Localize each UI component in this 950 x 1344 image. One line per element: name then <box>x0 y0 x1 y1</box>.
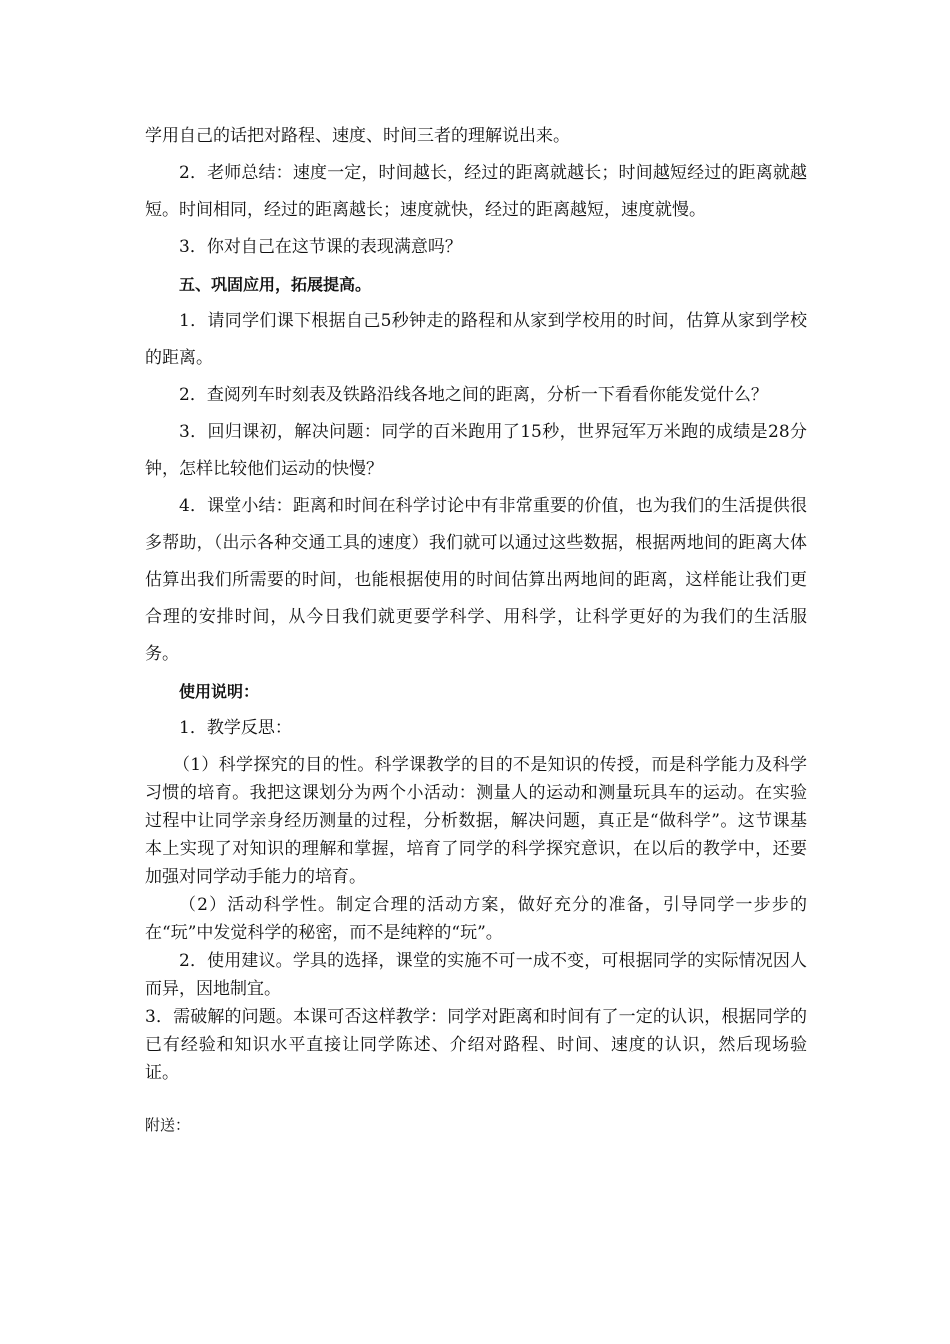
paragraph-usage-suggestion: 2．使用建议。学具的选择，课堂的实施不可一成不变，可根据同学的实际情况因人而异，因地制宜。 <box>145 951 807 999</box>
paragraph-teacher-summary: 2．老师总结：速度一定，时间越长，经过的距离就越长；时间越短经过的距离就越短。时间相同，经过的距离越长；速度就快，经过的距离越短，速度就慢。 <box>145 163 807 220</box>
paragraph-class-summary: 4．课堂小结：距离和时间在科学讨论中有非常重要的价值，也为我们的生活提供很多帮助，（出示各种交通工具的速度）我们就可以通过这些数据，根据两地间的距离大体估算出我们所需要的时间，也能根据使用的时间估算出两地间的距离，这样能让我们更合理的安排时间，从今日我们就更要学科学、用科学，让科学更好的为我们的生活服务。 <box>145 496 807 664</box>
document-body <box>145 118 807 1144</box>
paragraph-self-evaluation: 3．你对自己在这节课的表现满意吗？ <box>179 237 462 257</box>
paragraph-train-timetable: 2．查阅列车时刻表及铁路沿线各地之间的距离，分析一下看看你能发觉什么？ <box>179 385 768 405</box>
paragraph-estimate-distance: 1．请同学们课下根据自己5秒钟走的路程和从家到学校用的时间，估算从家到学校的距离。 <box>145 311 807 368</box>
paragraph-teaching-reflection: 1．教学反思： <box>179 718 292 738</box>
paragraph-appendix: 附送： <box>145 1116 191 1134</box>
section-heading-usage: 使用说明： <box>179 682 260 701</box>
paragraph-reflection-1: （1）科学探究的目的性。科学课教学的目的不是知识的传授，而是科学能力及科学习惯的培育。我把这课划分为两个小活动：测量人的运动和测量玩具车的运动。在实验过程中让同学亲身经历测量的过程，分析数据，解决问题，真正是“做科学”。这节课基本上实现了对知识的理解和掌握，培育了同学的科学探究意识，在以后的教学中，还要加强对同学动手能力的培育。 <box>145 755 807 887</box>
paragraph-continued: 学用自己的话把对路程、速度、时间三者的理解说出来。 <box>145 126 570 146</box>
paragraph-problem-to-solve: 3．需破解的问题。本课可否这样教学：同学对距离和时间有了一定的认识，根据同学的已有经验和知识水平直接让同学陈述、介绍对路程、时间、速度的认识，然后现场验证。 <box>145 1007 807 1083</box>
section-heading-five: 五、巩固应用，拓展提高。 <box>179 275 372 294</box>
paragraph-solve-problem: 3．回归课初，解决问题：同学的百米跑用了15秒，世界冠军万米跑的成绩是28分钟，怎样比较他们运动的快慢？ <box>145 422 807 479</box>
paragraph-reflection-2: （2）活动科学性。制定合理的活动方案，做好充分的准备，引导同学一步步的在“玩”中发觉科学的秘密，而不是纯粹的“玩”。 <box>145 895 807 943</box>
